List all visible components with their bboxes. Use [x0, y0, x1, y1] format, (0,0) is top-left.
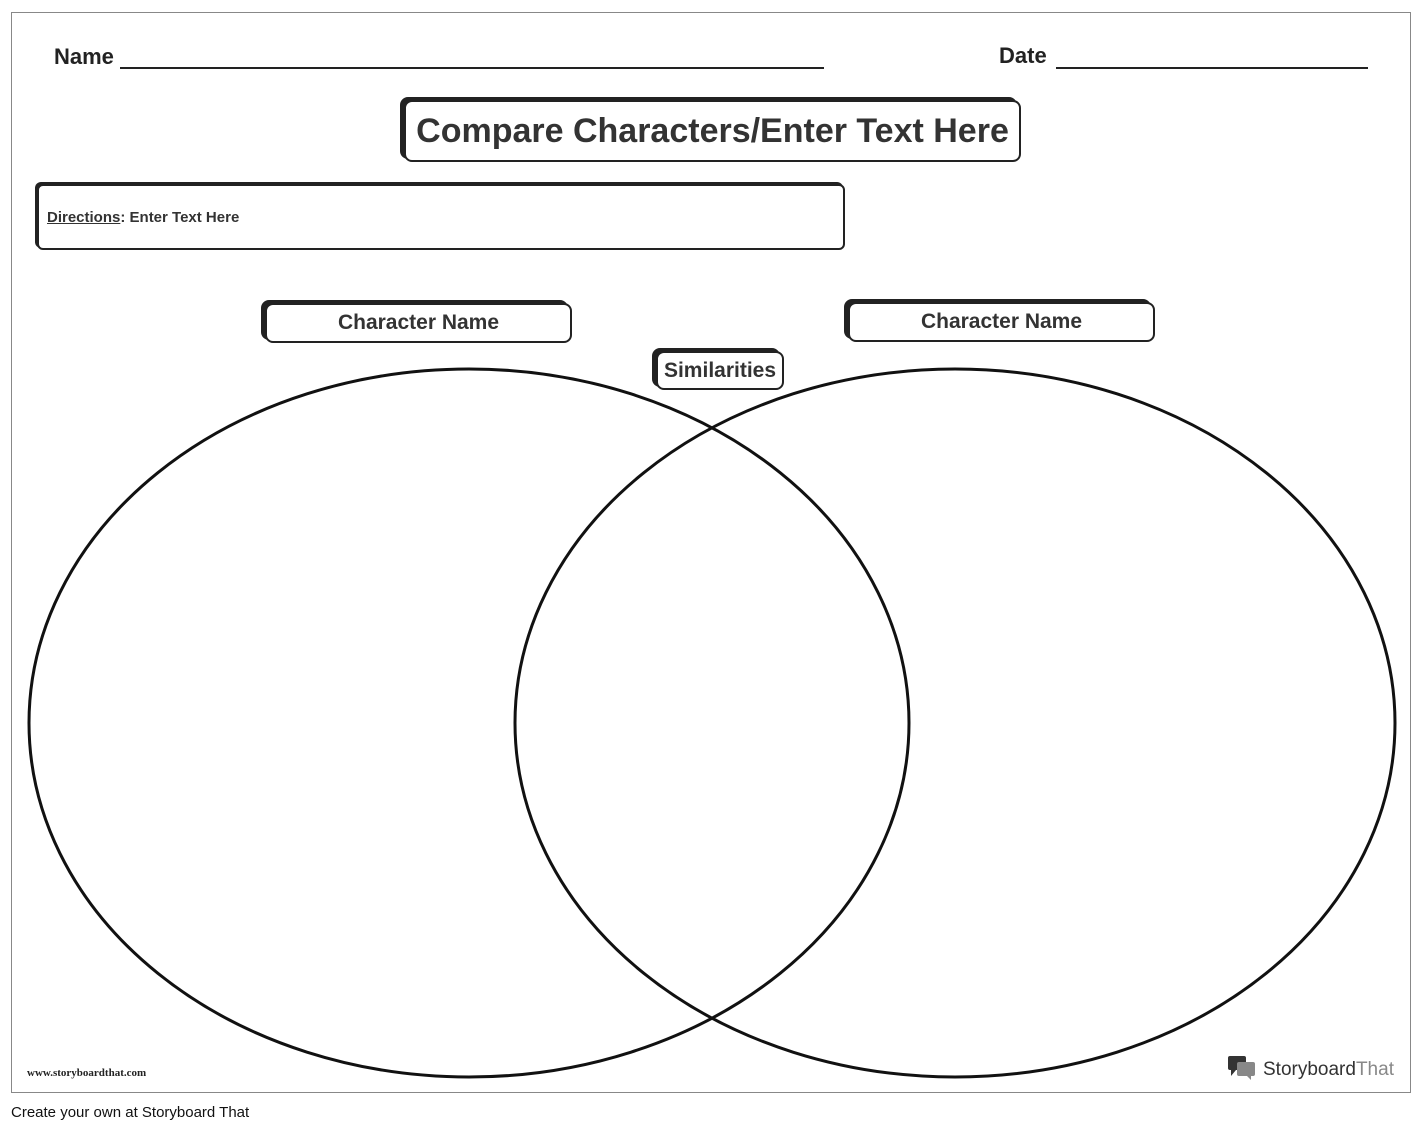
right-circle	[515, 369, 1395, 1077]
chat-bubbles-icon	[1227, 1054, 1257, 1085]
directions-label: Directions	[47, 208, 121, 226]
page-title[interactable]: Compare Characters/Enter Text Here	[404, 100, 1021, 162]
brand-light: That	[1355, 1058, 1394, 1080]
directions-text: : Enter Text Here	[120, 208, 240, 226]
footer-url[interactable]: www.storyboardthat.com	[27, 1067, 147, 1079]
name-label: Name	[54, 44, 114, 69]
date-label: Date	[999, 43, 1047, 68]
brand-main: Storyboard	[1263, 1058, 1356, 1080]
bottom-caption[interactable]: Create your own at Storyboard That	[11, 1104, 250, 1121]
left-character-name[interactable]: Character Name	[265, 303, 572, 343]
storyboardthat-logo[interactable]	[1227, 1054, 1394, 1085]
right-character-name[interactable]: Character Name	[848, 302, 1155, 342]
left-circle	[29, 369, 909, 1077]
similarities-label[interactable]: Similarities	[656, 351, 784, 390]
